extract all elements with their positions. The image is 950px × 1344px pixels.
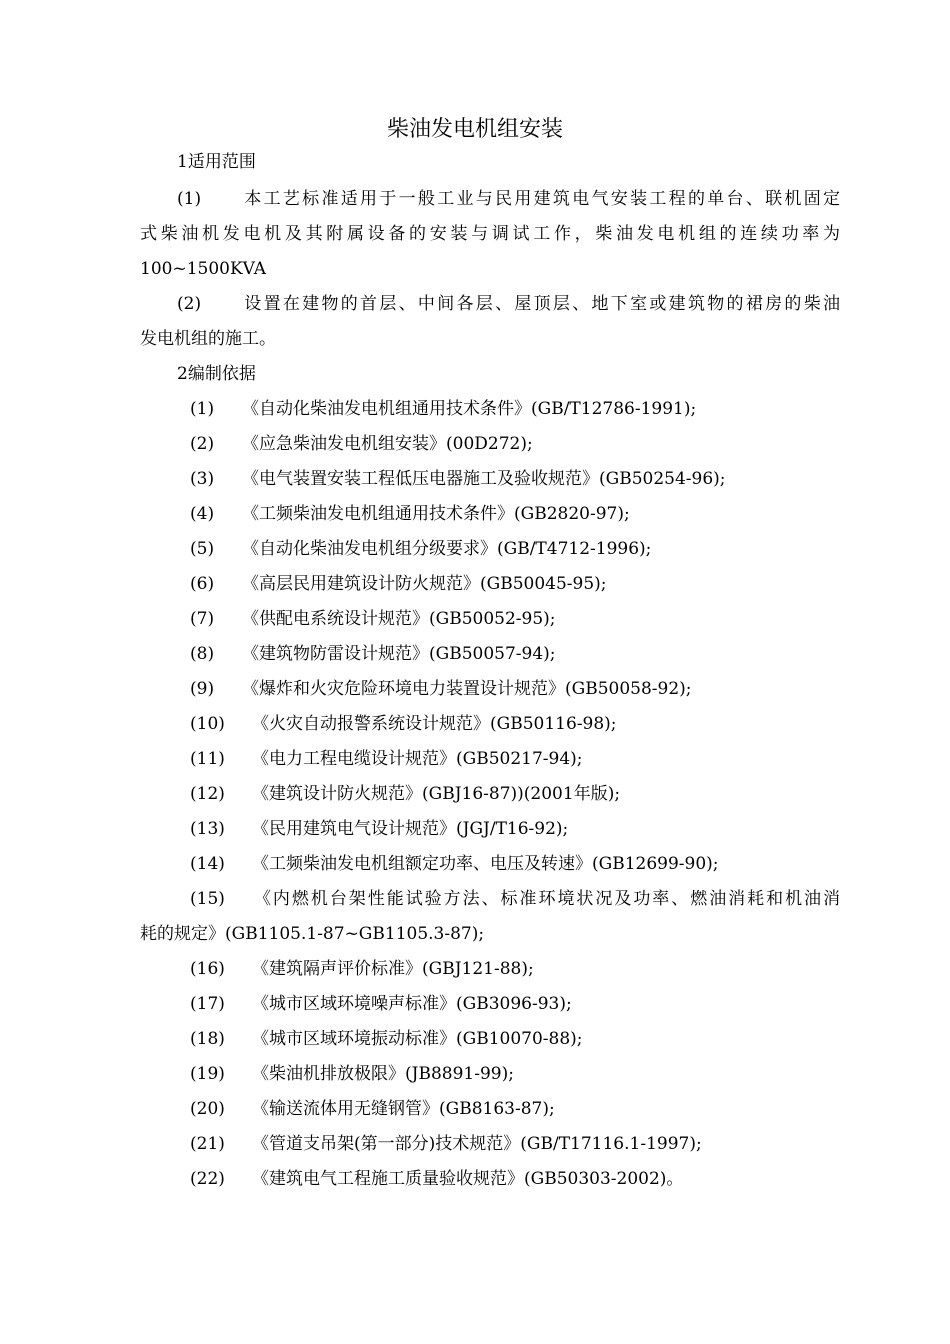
reference-number: (21) (190, 1134, 225, 1154)
reference-number: (16) (190, 959, 225, 979)
reference-number: (22) (190, 1169, 225, 1189)
paragraph-text: 设置在建物的首层、中间各层、屋顶层、地下室或建筑物的裙房的柴油 (242, 294, 840, 314)
reference-item (190, 1167, 840, 1191)
reference-item (190, 502, 840, 526)
reference-item (190, 467, 840, 491)
reference-number: (2) (190, 434, 215, 454)
reference-text: 《输送流体用无缝钢管》(GB8163-87); (252, 1099, 555, 1119)
paragraph-text: 本工艺标准适用于一般工业与民用建筑电气安装工程的单台、联机固定 (242, 189, 840, 209)
paragraph-number: (2) (177, 294, 202, 314)
reference-item (190, 747, 840, 771)
section-heading: 2编制依据 (177, 364, 256, 384)
reference-number: (11) (190, 749, 225, 769)
reference-number: (19) (190, 1064, 225, 1084)
reference-number: (14) (190, 854, 225, 874)
reference-item (190, 782, 840, 806)
reference-text: 《高层民用建筑设计防火规范》(GB50045-95); (242, 574, 607, 594)
paragraph-line: 式柴油机发电机及其附属设备的安装与调试工作，柴油发电机组的连续功率为 (140, 224, 840, 244)
reference-number: (12) (190, 784, 225, 804)
reference-text: 《电气装置安装工程低压电器施工及验收规范》(GB50254-96); (242, 469, 726, 489)
reference-number: (18) (190, 1029, 225, 1049)
reference-continuation: 耗的规定》(GB1105.1-87~GB1105.3-87); (140, 924, 485, 944)
reference-text: 《建筑物防雷设计规范》(GB50057-94); (242, 644, 556, 664)
section-heading: 1适用范围 (177, 152, 256, 172)
reference-item (190, 572, 840, 596)
reference-number: (5) (190, 539, 215, 559)
reference-text: 《电力工程电缆设计规范》(GB50217-94); (252, 749, 583, 769)
reference-text: 《城市区域环境噪声标准》(GB3096-93); (252, 994, 572, 1014)
reference-number: (6) (190, 574, 215, 594)
reference-number: (20) (190, 1099, 225, 1119)
reference-number: (8) (190, 644, 215, 664)
reference-item (190, 852, 840, 876)
reference-text: 《工频柴油发电机组额定功率、电压及转速》(GB12699-90); (252, 854, 719, 874)
reference-text: 《应急柴油发电机组安装》(00D272); (242, 434, 533, 454)
reference-text: 《内燃机台架性能试验方法、标准环境状况及功率、燃油消耗和机油消 (252, 889, 840, 909)
reference-item (190, 1027, 840, 1051)
reference-item (190, 1132, 840, 1156)
reference-item (190, 817, 840, 841)
reference-item (190, 677, 840, 701)
reference-text: 《建筑电气工程施工质量验收规范》(GB50303-2002)。 (252, 1169, 684, 1189)
reference-text: 《柴油机排放极限》(JB8891-99); (252, 1064, 514, 1084)
reference-text: 《工频柴油发电机组通用技术条件》(GB2820-97); (242, 504, 630, 524)
reference-number: (17) (190, 994, 225, 1014)
reference-item (190, 1062, 840, 1086)
reference-text: 《自动化柴油发电机组分级要求》(GB/T4712-1996); (242, 539, 652, 559)
reference-text: 《城市区域环境振动标准》(GB10070-88); (252, 1029, 583, 1049)
paragraph-line: 发电机组的施工。 (140, 329, 276, 349)
reference-text: 《爆炸和火灾危险环境电力装置设计规范》(GB50058-92); (242, 679, 692, 699)
reference-number: (10) (190, 714, 225, 734)
reference-number: (4) (190, 504, 215, 524)
reference-item (190, 607, 840, 631)
reference-item (190, 887, 840, 911)
paragraph-line (177, 292, 840, 316)
reference-item (190, 1097, 840, 1121)
document-title: 柴油发电机组安装 (386, 117, 563, 142)
reference-number: (9) (190, 679, 215, 699)
reference-text: 《民用建筑电气设计规范》(JGJ/T16-92); (252, 819, 569, 839)
reference-item (190, 642, 840, 666)
paragraph-number: (1) (177, 189, 202, 209)
reference-number: (1) (190, 399, 215, 419)
reference-item (190, 397, 840, 421)
reference-item (190, 432, 840, 456)
reference-text: 《自动化柴油发电机组通用技术条件》(GB/T12786-1991); (242, 399, 697, 419)
reference-text: 《建筑隔声评价标准》(GBJ121-88); (252, 959, 534, 979)
reference-text: 《供配电系统设计规范》(GB50052-95); (242, 609, 556, 629)
paragraph-line: 100~1500KVA (140, 259, 267, 279)
reference-item (190, 992, 840, 1016)
reference-item (190, 712, 840, 736)
reference-item (190, 537, 840, 561)
reference-number: (13) (190, 819, 225, 839)
reference-item (190, 957, 840, 981)
paragraph-line (177, 187, 840, 211)
reference-number: (3) (190, 469, 215, 489)
reference-number: (15) (190, 889, 225, 909)
reference-number: (7) (190, 609, 215, 629)
reference-text: 《建筑设计防火规范》(GBJ16-87))(2001年版); (252, 784, 621, 804)
reference-text: 《火灾自动报警系统设计规范》(GB50116-98); (252, 714, 617, 734)
reference-text: 《管道支吊架(第一部分)技术规范》(GB/T17116.1-1997); (252, 1134, 702, 1154)
